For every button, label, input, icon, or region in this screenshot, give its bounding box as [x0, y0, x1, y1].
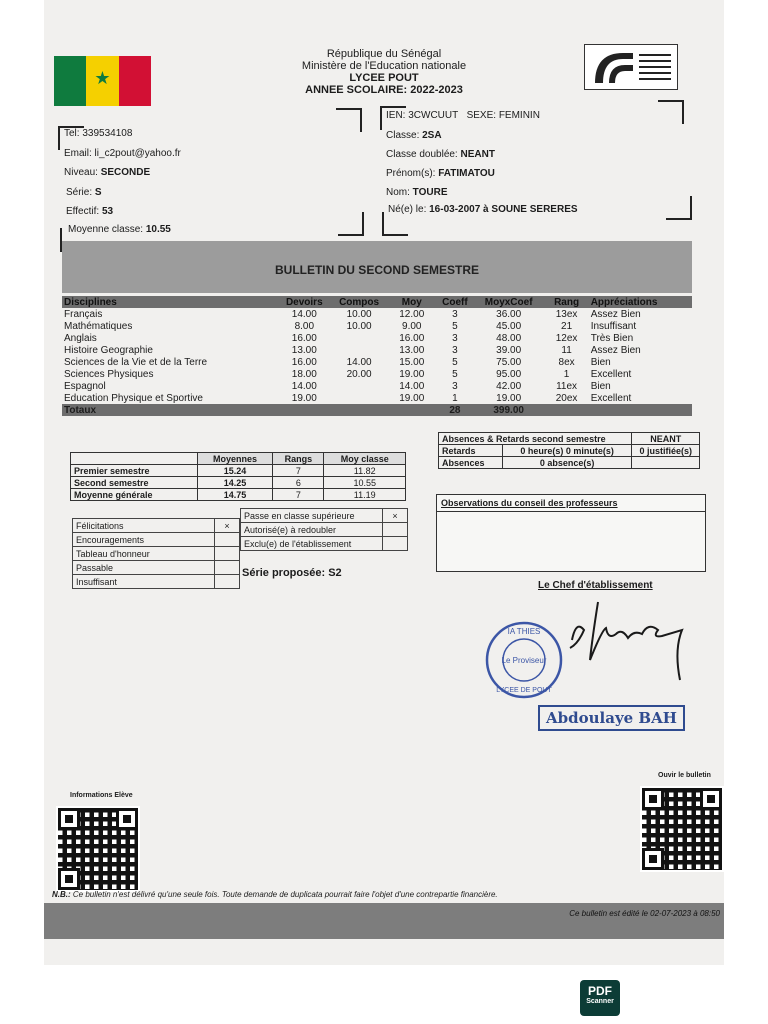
grades-cell: 21	[561, 320, 573, 332]
grades-row	[62, 356, 692, 368]
semester-cell: 7	[273, 489, 324, 501]
grades-cell: Bien	[590, 356, 611, 368]
footer-bar	[44, 903, 724, 939]
semester-header-cell: Moy classe	[324, 453, 406, 465]
grades-cell: 8.00	[294, 320, 315, 332]
distinction-checkbox	[215, 575, 240, 589]
distinction-label: Insuffisant	[73, 575, 215, 589]
observations-title: Observations du conseil des professeurs	[437, 495, 705, 512]
frame-corner	[382, 212, 408, 236]
header-republique: République du Sénégal	[326, 48, 442, 60]
decision-row	[241, 523, 408, 537]
ien-sexe	[386, 110, 540, 121]
grades-cell: 16.00	[291, 356, 317, 368]
grades-header-cell: Coeff	[437, 296, 473, 308]
grades-cell: 5	[452, 368, 458, 380]
grades-cell: 18.00	[291, 368, 317, 380]
distinction-row	[73, 575, 240, 589]
tel: Tel: 339534108	[64, 128, 133, 139]
chef-label: Le Chef d'établissement	[538, 580, 653, 591]
niveau-value: SECONDE	[100, 167, 151, 178]
grades-table	[62, 296, 692, 416]
grades-header-cell: MoyxCoef	[473, 296, 545, 308]
grades-cell: Sciences Physiques	[64, 368, 154, 380]
grades-cell: 42.00	[496, 380, 522, 392]
grades-header-row	[62, 296, 692, 308]
decision-row	[241, 537, 408, 551]
naissance-value: 16-03-2007 à SOUNE SERERES	[429, 204, 578, 215]
qr-finder	[58, 868, 80, 890]
semester-header-cell: Moyennes	[197, 453, 273, 465]
naissance-label: Né(e) le:	[388, 204, 430, 215]
distinction-row	[73, 519, 240, 533]
edit-date: Ce bulletin est édité le 02-07-2023 à 08:50	[569, 909, 720, 918]
retards-value: 0 heure(s) 0 minute(s)	[502, 445, 632, 457]
qr-right-label: Ouvir le bulletin	[658, 772, 711, 779]
signatory-name: Abdoulaye BAH	[538, 705, 685, 731]
total-moycoef: 399.00	[473, 404, 545, 416]
effectif-value: 53	[101, 206, 114, 217]
header	[264, 48, 504, 96]
grades-cell: 95.00	[496, 368, 522, 380]
stamp-bottom: LYCEE DE POUT	[496, 687, 552, 694]
nb-label: N.B.:	[52, 890, 71, 899]
bulletin-banner	[62, 241, 692, 293]
grades-cell: 11	[561, 344, 572, 356]
prenom-value: FATIMATOU	[438, 168, 495, 179]
email: Email: li_c2pout@yahoo.fr	[64, 148, 181, 159]
nom-label: Nom:	[386, 187, 413, 198]
semester-header-row	[71, 453, 406, 465]
distinction-checkbox	[215, 547, 240, 561]
grades-cell: 5	[452, 356, 458, 368]
badge-line2: Scanner	[586, 998, 614, 1005]
grades-cell: Espagnol	[64, 380, 106, 392]
open-bulletin-qr-icon[interactable]	[640, 786, 724, 872]
semester-header-cell	[71, 453, 198, 465]
qr-finder	[700, 788, 722, 810]
grades-cell	[332, 392, 387, 404]
semester-cell: Premier semestre	[71, 465, 198, 477]
observations-box	[436, 494, 706, 572]
grades-row	[62, 332, 692, 344]
naissance	[388, 204, 578, 215]
frame-corner	[658, 100, 684, 124]
decision-checkbox: ×	[383, 509, 408, 523]
distinction-label: Félicitations	[73, 519, 215, 533]
grades-cell: 19.00	[399, 392, 425, 404]
distinctions-table	[72, 518, 240, 589]
decision-label: Exclu(e) de l'établissement	[241, 537, 383, 551]
grades-cell: Anglais	[64, 332, 97, 344]
nb-text: Ce bulletin n'est délivré qu'une seule fois. Toute demande de duplicata pourrait faire l'objet d'une contrepartie financière.	[72, 890, 498, 899]
moyenne-classe-label: Moyenne classe:	[68, 224, 146, 235]
nom-value: TOURE	[412, 187, 448, 198]
effectif	[66, 206, 113, 217]
serie-value: S	[94, 187, 102, 198]
grades-row	[62, 320, 692, 332]
distinction-checkbox	[215, 533, 240, 547]
moyenne-classe-value: 10.55	[145, 224, 171, 235]
grades-cell: 45.00	[496, 320, 522, 332]
grades-cell: 13ex	[555, 308, 578, 320]
grades-cell	[332, 380, 387, 392]
semester-header-cell: Rangs	[273, 453, 324, 465]
grades-cell: 20ex	[555, 392, 578, 404]
pdf-scanner-badge[interactable]	[580, 980, 620, 1016]
grades-cell: 9.00	[402, 320, 422, 332]
semester-cell: Moyenne générale	[71, 489, 198, 501]
grades-cell: 14.00	[291, 308, 317, 320]
qr-finder	[116, 808, 138, 830]
grades-cell: 39.00	[496, 344, 522, 356]
grades-header-cell: Moy	[386, 296, 437, 308]
grades-cell: 3	[452, 308, 458, 320]
niveau	[64, 167, 150, 178]
school-stamp	[484, 620, 560, 696]
grades-cell: Très Bien	[590, 332, 634, 344]
classe-doublee-value: NEANT	[460, 149, 495, 160]
totals-empty-cell	[544, 404, 692, 416]
grades-cell	[332, 332, 387, 344]
grades-cell: Assez Bien	[590, 344, 641, 356]
absences-empty-cell	[632, 457, 700, 469]
effectif-label: Effectif:	[66, 206, 102, 217]
grades-header-cell: Devoirs	[277, 296, 332, 308]
grades-cell: Mathématiques	[64, 320, 133, 332]
niveau-label: Niveau:	[64, 167, 101, 178]
decisions-table	[240, 508, 408, 551]
grades-cell: Excellent	[590, 392, 632, 404]
senegal-flag	[54, 56, 151, 106]
distinction-row	[73, 561, 240, 575]
decision-label: Autorisé(e) à redoubler	[241, 523, 383, 537]
serie-label: Série:	[66, 187, 95, 198]
classe-doublee-label: Classe doublée:	[386, 149, 461, 160]
grades-cell: 19.00	[399, 368, 425, 380]
grades-cell: 19.00	[291, 392, 317, 404]
grades-header-cell: Appréciations	[589, 296, 692, 308]
prenom	[386, 168, 495, 179]
serie	[66, 187, 102, 198]
classe-label: Classe:	[386, 130, 423, 141]
distinction-label: Passable	[73, 561, 215, 575]
nb-note	[52, 890, 498, 899]
grades-cell: 14.00	[346, 356, 372, 368]
absences-label: Absences	[439, 457, 503, 469]
frame-corner	[336, 108, 362, 132]
grades-row	[62, 368, 692, 380]
frame-corner	[666, 196, 692, 220]
grades-cell: 8ex	[558, 356, 575, 368]
qr-finder	[642, 788, 664, 810]
decision-checkbox	[383, 523, 408, 537]
decision-label: Passe en classe supérieure	[241, 509, 383, 523]
distinction-row	[73, 547, 240, 561]
qr-finder	[642, 848, 664, 870]
grades-header-cell: Compos	[332, 296, 387, 308]
grades-cell: 12ex	[555, 332, 578, 344]
badge-line1: PDF	[588, 984, 612, 998]
grades-row	[62, 380, 692, 392]
semester-cell: 14.75	[197, 489, 273, 501]
grades-cell: 13.00	[399, 344, 425, 356]
grades-header-cell: Disciplines	[62, 296, 277, 308]
distinction-label: Tableau d'honneur	[73, 547, 215, 561]
grades-cell: 11ex	[556, 380, 578, 392]
header-school-year: ANNEE SCOLAIRE: 2022-2023	[305, 84, 463, 96]
total-coeff: 28	[437, 404, 473, 416]
grades-cell	[332, 344, 387, 356]
distinction-checkbox	[215, 561, 240, 575]
semester-summary-table	[70, 452, 406, 501]
classe-doublee	[386, 149, 495, 160]
grades-cell: Excellent	[590, 368, 632, 380]
qr-left-label: Informations Elève	[70, 792, 133, 799]
justifiees-value: 0 justifiée(s)	[632, 445, 700, 457]
semester-cell: 14.25	[197, 477, 273, 489]
grades-cell: Assez Bien	[590, 308, 641, 320]
stamp-center: Le Proviseur	[501, 656, 547, 665]
signature	[562, 600, 692, 686]
decision-checkbox	[383, 537, 408, 551]
classe-value: 2SA	[422, 130, 442, 141]
grades-cell: 14.00	[291, 380, 317, 392]
absences-title: Absences & Retards second semestre	[439, 433, 632, 445]
grades-cell: Bien	[590, 380, 611, 392]
grades-cell: 3	[452, 332, 458, 344]
grades-cell: 75.00	[496, 356, 522, 368]
grades-cell: Education Physique et Sportive	[64, 392, 203, 404]
grades-totals-row	[62, 404, 692, 416]
semester-cell: 7	[273, 465, 324, 477]
distinction-label: Encouragements	[73, 533, 215, 547]
grades-cell: 16.00	[291, 332, 317, 344]
distinction-row	[73, 533, 240, 547]
bulletin-title: BULLETIN DU SECOND SEMESTRE	[274, 263, 479, 277]
moyenne-classe	[68, 224, 171, 235]
decision-row	[241, 509, 408, 523]
grades-cell: 16.00	[399, 332, 425, 344]
grades-cell: 1	[563, 368, 570, 380]
grades-cell: Sciences de la Vie et de la Terre	[64, 356, 208, 368]
ien: IEN: 3CWCUUT	[386, 110, 459, 121]
bulletin-page	[44, 0, 724, 965]
nom	[386, 187, 448, 198]
totals-label: Totaux	[62, 404, 437, 416]
grades-cell: 15.00	[399, 356, 425, 368]
grades-cell: 1	[452, 392, 458, 404]
semester-cell: 11.82	[324, 465, 406, 477]
serie-proposee: Série proposée: S2	[242, 567, 342, 579]
semester-cell: 6	[273, 477, 324, 489]
retards-label: Retards	[439, 445, 503, 457]
semester-cell: 15.24	[197, 465, 273, 477]
grades-cell: 5	[452, 320, 458, 332]
header-ministere: Ministère de l'Education nationale	[301, 60, 467, 72]
grades-header-cell: Rang	[544, 296, 588, 308]
stamp-top: IA THIES	[507, 627, 541, 636]
grades-cell: 10.00	[346, 320, 372, 332]
semester-row	[71, 477, 406, 489]
classe	[386, 130, 442, 141]
grades-cell: Insuffisant	[590, 320, 637, 332]
absences-value: 0 absence(s)	[502, 457, 632, 469]
grades-cell: Histoire Geographie	[64, 344, 153, 356]
semester-cell: Second semestre	[71, 477, 198, 489]
qr-finder	[58, 808, 80, 830]
grades-cell: 48.00	[496, 332, 522, 344]
semester-row	[71, 465, 406, 477]
ministry-logo-icon	[584, 44, 678, 90]
grades-cell: 10.00	[346, 308, 372, 320]
grades-cell: 20.00	[346, 368, 372, 380]
header-school: LYCEE POUT	[349, 72, 419, 84]
grades-cell: 14.00	[399, 380, 425, 392]
grades-cell: 19.00	[496, 392, 522, 404]
semester-cell: 10.55	[324, 477, 406, 489]
grades-row	[62, 392, 692, 404]
grades-cell: Français	[64, 308, 103, 320]
grades-cell: 3	[452, 344, 458, 356]
semester-row	[71, 489, 406, 501]
grades-cell: 36.00	[496, 308, 522, 320]
grades-row	[62, 308, 692, 320]
absences-table	[438, 432, 700, 469]
prenom-label: Prénom(s):	[386, 168, 439, 179]
semester-cell: 11.19	[324, 489, 406, 501]
sexe: SEXE: FEMININ	[466, 110, 540, 121]
grades-cell: 13.00	[291, 344, 317, 356]
flag-star-icon: ★	[94, 68, 111, 88]
grades-cell: 3	[452, 380, 458, 392]
distinction-checkbox: ×	[215, 519, 240, 533]
absences-neant: NEANT	[632, 433, 700, 445]
student-info-qr-icon[interactable]	[56, 806, 140, 892]
frame-corner	[338, 212, 364, 236]
grades-cell: 12.00	[399, 308, 425, 320]
grades-row	[62, 344, 692, 356]
